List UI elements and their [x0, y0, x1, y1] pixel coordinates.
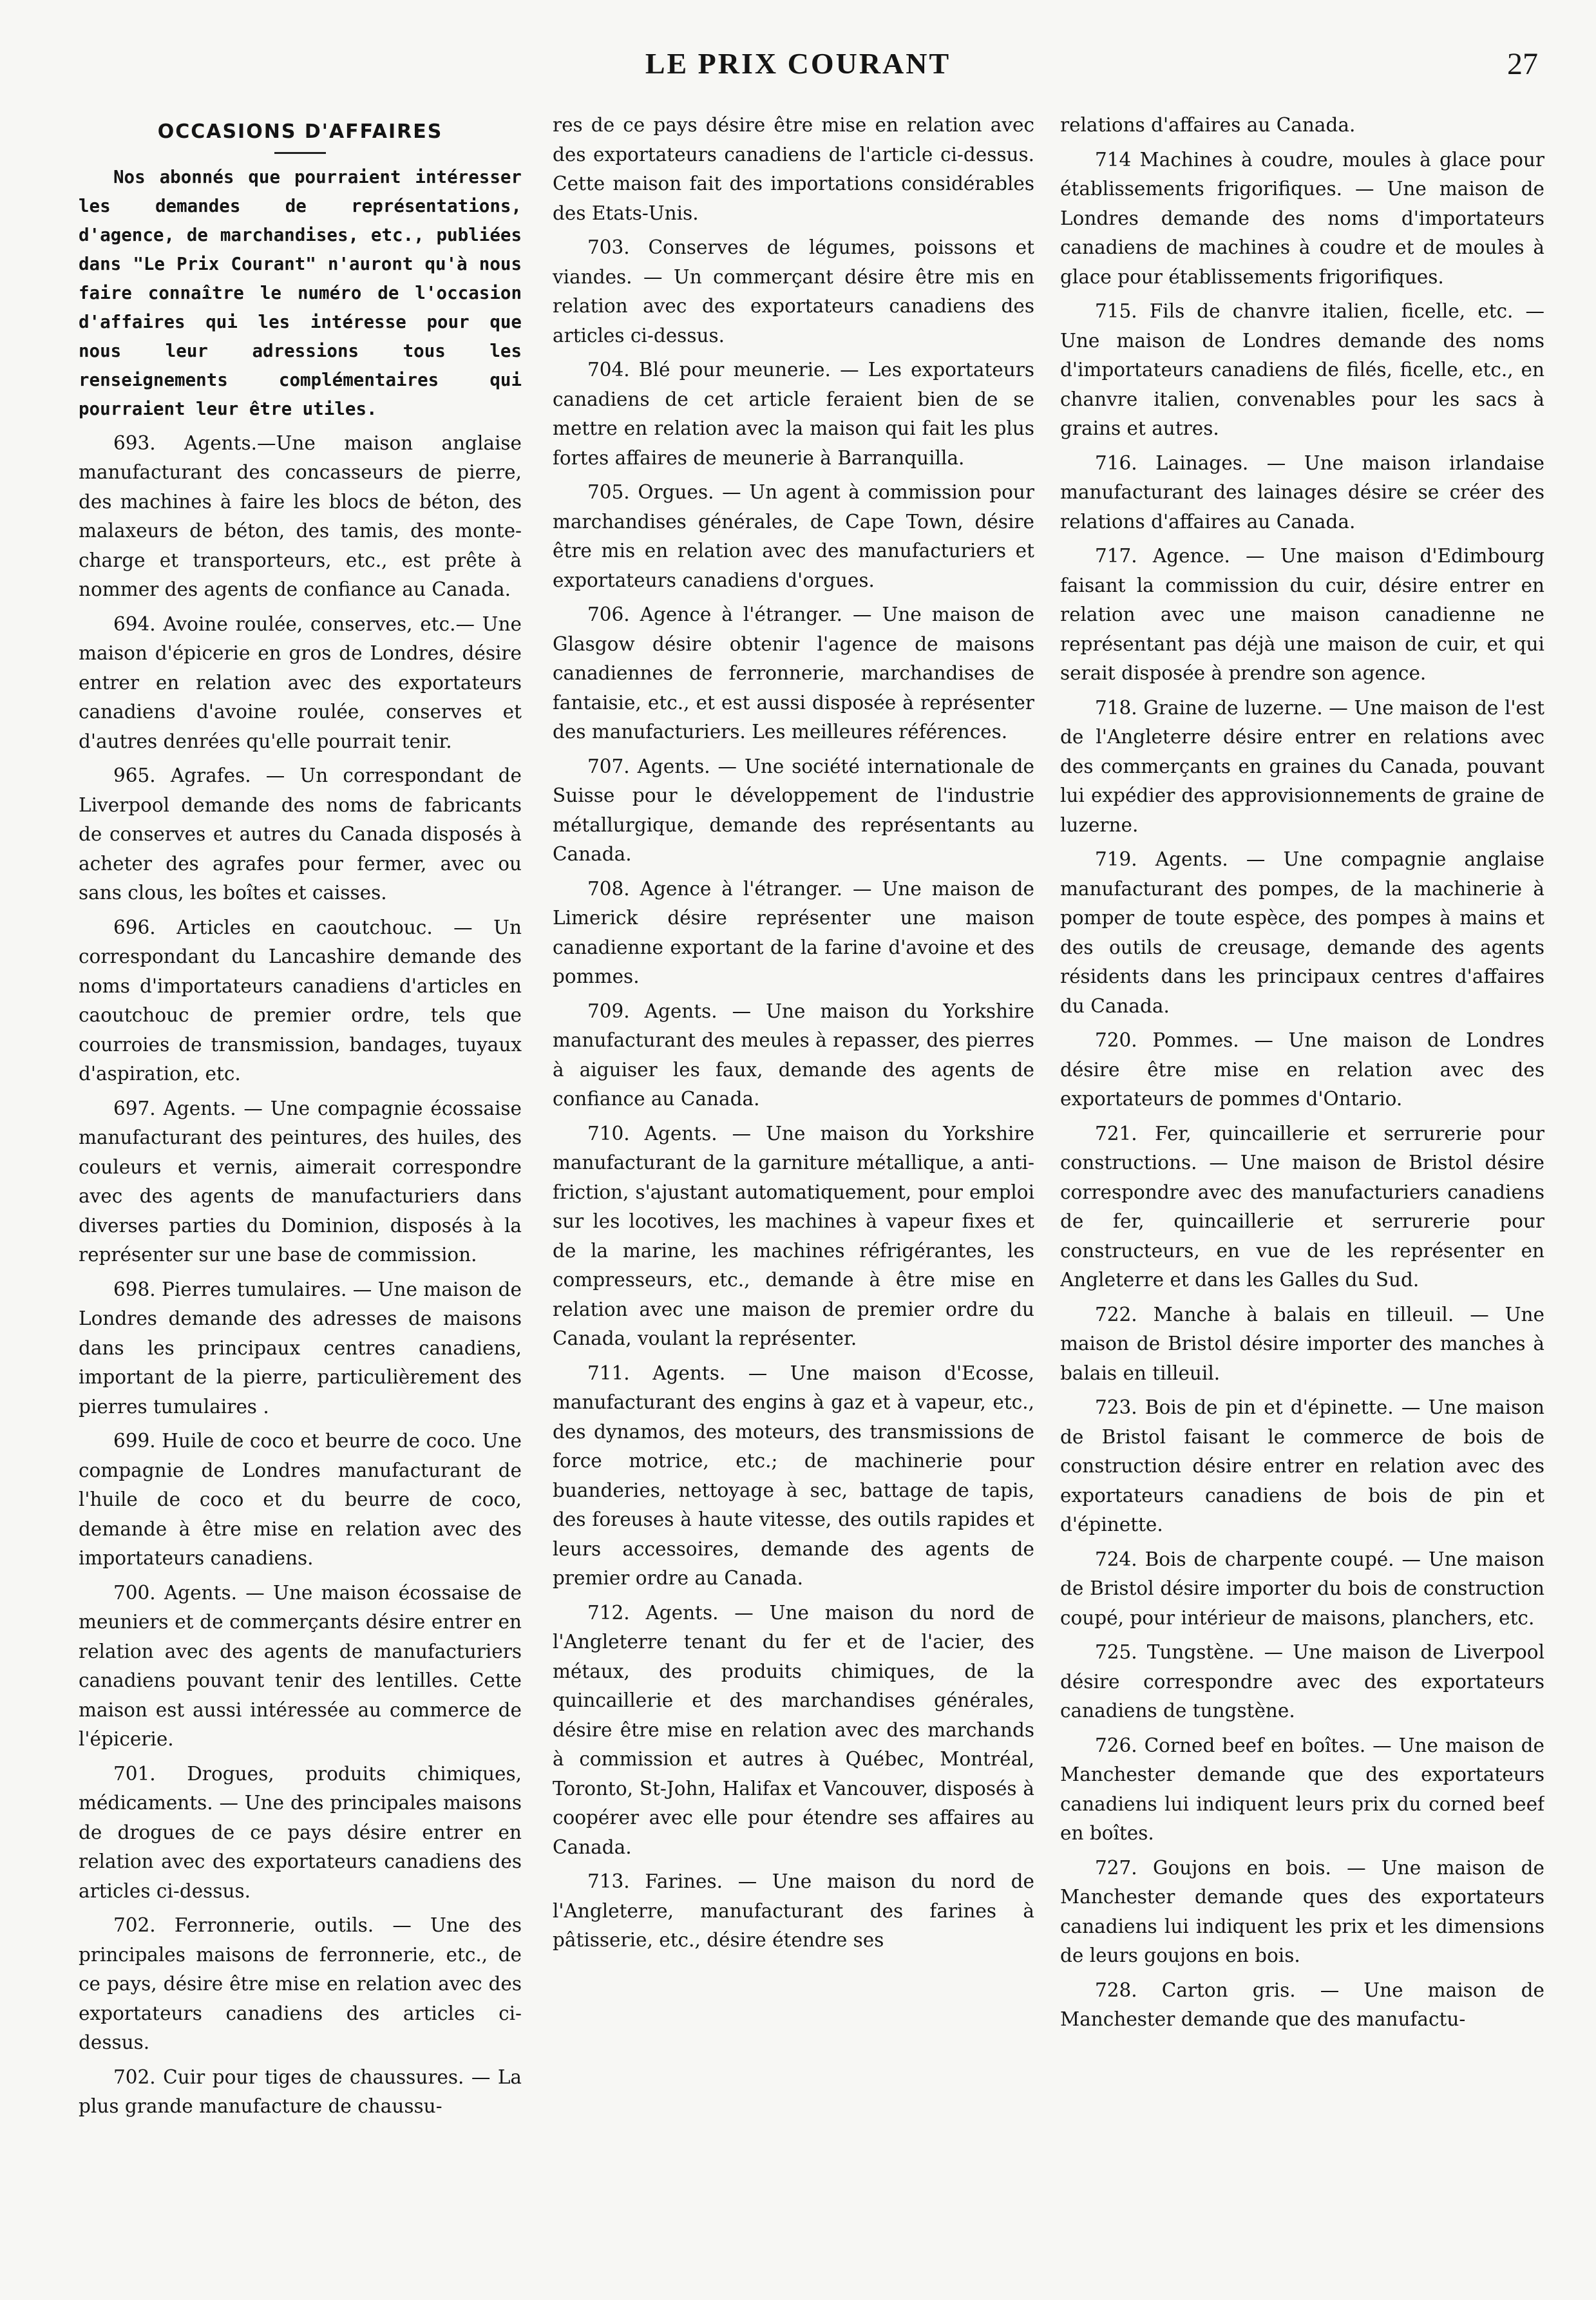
notice-702-cuir-continued: res de ce pays désire être mise en relation avec des exportateurs canadiens de l'article ci-dessus. Cette maison fait des importations considérables des Etats-Unis. — [553, 114, 1034, 224]
notice-728: 728. Carton gris. — Une maison de Manchester demande que des manufactu- — [1060, 1979, 1544, 2030]
notice-698: 698. Pierres tumulaires. — Une maison de Londres demande des adresses de maisons dans les principaux centres canadiens, important de la pierre, particulièrement des pierres tumulaires . — [79, 1278, 522, 1418]
page-number: 27 — [1507, 47, 1538, 81]
notice-706: 706. Agence à l'étranger. — Une maison de Glasgow désire obtenir l'agence de maisons canadiennes de ferronnerie, marchandises de fantaisie, etc., et est aussi disposée à représenter des manufacturiers. Les meilleures références. — [553, 604, 1034, 743]
notice-705: 705. Orgues. — Un agent à commission pour marchandises générales, de Cape Town, désire être mis en relation avec des manufacturiers et exportateurs canadiens d'orgues. — [553, 481, 1034, 591]
notice-714: 714 Machines à coudre, moules à glace pour établissements frigorifiques. — Une maison de Londres demande des noms d'importateurs canadiens de machines à coudre et de moules à glace pour établissements frigorifiques. — [1060, 148, 1544, 288]
notice-703: 703. Conserves de légumes, poissons et viandes. — Un commerçant désire être mis en relation avec des exportateurs canadiens des articles ci-dessus. — [553, 236, 1034, 347]
notice-696: 696. Articles en caoutchouc. — Un correspondant du Lancashire demande des noms d'importateurs canadiens d'articles en caoutchouc de premier ordre, tels que courroies de transmission, bandages, tuyaux d'aspiration, etc. — [79, 916, 522, 1085]
notice-723: 723. Bois de pin et d'épinette. — Une maison de Bristol faisant le commerce de bois de construction désire entrer en relation avec des exportateurs canadiens de bois de pin et d'épinette. — [1060, 1396, 1544, 1535]
notice-725: 725. Tungstène. — Une maison de Liverpool désire correspondre avec des exportateurs canadiens de tungstène. — [1060, 1641, 1544, 1722]
notice-701: 701. Drogues, produits chimiques, médicaments. — Une des principales maisons de drogues de ce pays désire entrer en relation avec des exportateurs canadiens des articles ci-dessus. — [79, 1762, 522, 1902]
notice-708: 708. Agence à l'étranger. — Une maison de Limerick désire représenter une maison canadienne exportant de la farine d'avoine et des pommes. — [553, 877, 1034, 987]
notice-715: 715. Fils de chanvre italien, ficelle, etc. — Une maison de Londres demande des noms d'importateurs canadiens de filés, ficelle, etc., en chanvre italien, convenables pour les sacs à grains et autres. — [1060, 300, 1544, 439]
notice-694: 694. Avoine roulée, conserves, etc.— Une maison d'épicerie en gros de Londres, désire entrer en relation avec des exportateurs canadiens d'avoine roulée, conserves et d'autres denrées qu'elle pourrait tenir. — [79, 613, 522, 752]
notice-720: 720. Pommes. — Une maison de Londres désire être mise en relation avec des exportateurs de pommes d'Ontario. — [1060, 1029, 1544, 1110]
notice-709: 709. Agents. — Une maison du Yorkshire manufacturant des meules à repasser, des pierres à aiguiser les faux, demande des agents de confiance au Canada. — [553, 1000, 1034, 1110]
section-title: OCCASIONS D'AFFAIRES — [157, 120, 443, 143]
notice-710: 710. Agents. — Une maison du Yorkshire manufacturant de la garniture métallique, a anti-friction, s'ajustant automatiquement, pour emploi sur les locotives, les machines à vapeur fixes et de la marine, les machines réfrigérantes, les compresseurs, etc., demande à être mise en relation avec une maison de premier ordre du Canada, voulant la représenter. — [553, 1122, 1034, 1349]
notice-717: 717. Agence. — Une maison d'Edimbourg faisant la commission du cuir, désire entrer en relation avec une maison canadienne ne représentant pas déjà une maison de cuir, et qui serait disposée à prendre son agence. — [1060, 545, 1544, 684]
notice-711: 711. Agents. — Une maison d'Ecosse, manufacturant des engins à gaz et à vapeur, etc., des dynamos, des moteurs, des transmissions de force motrice, etc.; de machinerie pour buanderies, nettoyage à sec, battage de tapis, des foreuses à haute vitesse, des outils rapides et leurs accessoires, demande des agents de premier ordre au Canada. — [553, 1362, 1034, 1589]
notice-726: 726. Corned beef en boîtes. — Une maison de Manchester demande que des exportateurs canadiens lui indiquent leurs prix du corned beef en boîtes. — [1060, 1734, 1544, 1844]
notice-695: 965. Agrafes. — Un correspondant de Liverpool demande des noms de fabricants de conserves et autres du Canada disposés à acheter des agrafes pour fermer, avec ou sans clous, les boîtes et caisses. — [79, 765, 522, 904]
notice-724: 724. Bois de charpente coupé. — Une maison de Bristol désire importer du bois de construction coupé, pour intérieur de maisons, planchers, etc. — [1060, 1548, 1544, 1629]
column-3 — [1060, 111, 1544, 2274]
notice-707: 707. Agents. — Une société internationale de Suisse pour le développement de l'industrie métallurgique, demande des représentants au Canada. — [553, 755, 1034, 865]
column-1 — [79, 111, 522, 2274]
notice-727: 727. Goujons en bois. — Une maison de Manchester demande ques des exportateurs canadiens lui indiquent les prix et les dimensions de leurs goujons en bois. — [1060, 1856, 1544, 1966]
notice-693: 693. Agents.—Une maison anglaise manufacturant des concasseurs de pierre, des machines à faire les blocs de béton, des malaxeurs de béton, des tamis, des monte-charge et transporteurs, etc., est prête à nommer des agents de confiance au Canada. — [79, 432, 522, 600]
notice-713-continued: relations d'affaires au Canada. — [1060, 114, 1356, 136]
notice-704: 704. Blé pour meunerie. — Les exportateurs canadiens de cet article feraient bien de se mettre en relation avec la maison qui fait les plus fortes affaires de meunerie à Barranquilla. — [553, 359, 1034, 469]
notice-722: 722. Manche à balais en tilleuil. — Une maison de Bristol désire importer des manches à balais en tilleuil. — [1060, 1303, 1544, 1384]
notice-700: 700. Agents. — Une maison écossaise de meuniers et de commerçants désire entrer en relation avec des agents de manufacturiers canadiens pouvant tenir des lentilles. Cette maison est aussi intéressée au commerce de l'épicerie. — [79, 1581, 522, 1750]
column-2 — [553, 111, 1034, 2274]
notice-712: 712. Agents. — Une maison du nord de l'Angleterre tenant du fer et de l'acier, des métaux, des produits chimiques, de la quincaillerie et des marchandises générales, désire être mise en relation avec des marchands à commission et autres à Québec, Montréal, Toronto, St-John, Halifax et Vancouver, disposés à coopérer avec elle pour étendre ses affaires au Canada. — [553, 1601, 1034, 1858]
title-rule — [274, 152, 326, 154]
notice-721: 721. Fer, quincaillerie et serrurerie pour constructions. — Une maison de Bristol désire correspondre avec des manufacturiers canadiens de fer, quincaillerie et serrurerie pour constructeurs, en vue de les représenter en Angleterre et dans les Galles du Sud. — [1060, 1122, 1544, 1291]
notice-702-ferronnerie: 702. Ferronnerie, outils. — Une des principales maisons de ferronnerie, etc., de ce pays, désire être mise en relation avec des exportateurs canadiens des articles ci-dessus. — [79, 1914, 522, 2053]
notice-702-cuir: 702. Cuir pour tiges de chaussures. — La plus grande manufacture de chaussu- — [79, 2066, 522, 2117]
section-intro: Nos abonnés que pourraient intéresser les demandes de représentations, d'agence, de marchandises, etc., publiées dans "Le Prix Courant" n'auront qu'à nous faire connaître le numéro de l'occasion d'affaires qui les intéresse pour que nous leur adressions tous les renseignements complémentaires qui pourraient leur être utiles. — [79, 166, 522, 419]
notice-719: 719. Agents. — Une compagnie anglaise manufacturant des pompes, de la machinerie à pomper de toute espèce, des pompes à mains et des outils de creusage, demande des agents résidents dans les principaux centres d'affaires du Canada. — [1060, 848, 1544, 1017]
notice-713: 713. Farines. — Une maison du nord de l'Angleterre, manufacturant des farines à pâtisserie, etc., désire étendre ses — [553, 1870, 1034, 1951]
notice-699: 699. Huile de coco et beurre de coco. Une compagnie de Londres manufacturant de l'huile de coco et du beurre de coco, demande à être mise en relation avec des importateurs canadiens. — [79, 1430, 522, 1569]
notice-716: 716. Lainages. — Une maison irlandaise manufacturant des lainages désire se créer des relations d'affaires au Canada. — [1060, 451, 1544, 533]
notice-718: 718. Graine de luzerne. — Une maison de l'est de l'Angleterre désire entrer en relations avec des commerçants en graines du Canada, pouvant lui expédier des approvisionnements de graine de luzerne. — [1060, 696, 1544, 836]
journal-title: LE PRIX COURANT — [645, 47, 951, 80]
page-header — [0, 46, 1596, 91]
notice-697: 697. Agents. — Une compagnie écossaise manufacturant des peintures, des huiles, des couleurs et vernis, aimerait correspondre avec des agents de manufacturiers dans diverses parties du Dominion, disposés à la représenter sur une base de commission. — [79, 1097, 522, 1266]
